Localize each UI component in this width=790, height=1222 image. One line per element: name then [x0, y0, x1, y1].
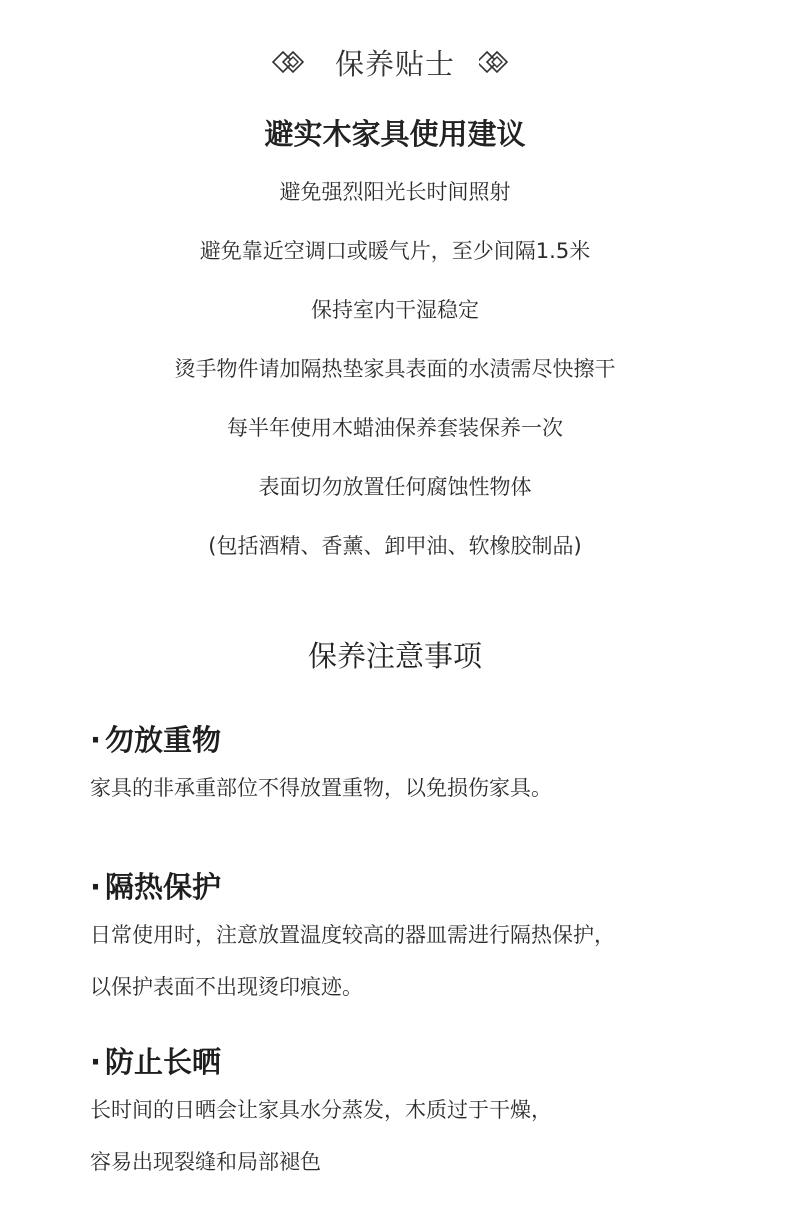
note-sun-protection — [90, 1040, 770, 1188]
note-heading-text: 勿放重物 — [105, 723, 222, 757]
note-heading-text: 隔热保护 — [105, 870, 222, 904]
header — [0, 38, 790, 86]
note-text: 家具的非承重部位不得放置重物，以免损伤家具。 — [90, 776, 552, 800]
tip-line: (包括酒精、香薰、卸甲油、软橡胶制品) — [208, 534, 582, 558]
tips-title: 避实木家具使用建议 — [264, 117, 526, 151]
note-text: 日常使用时，注意放置温度较高的器皿需进行隔热保护， — [90, 923, 615, 947]
tip-line: 烫手物件请加隔热垫家具表面的水渍需尽快擦干 — [174, 357, 616, 381]
note-heading — [90, 718, 770, 762]
header-title: 保养贴士 — [334, 46, 455, 81]
tip-line: 避免靠近空调口或暖气片，至少间隔1.5米 — [199, 239, 591, 263]
note-heading-text: 防止长晒 — [105, 1045, 222, 1079]
bullet-dot: · — [90, 870, 102, 904]
diamond-ornament-icon-left — [271, 50, 311, 74]
tip-line: 每半年使用木蜡油保养套装保养一次 — [227, 416, 563, 440]
note-text: 长时间的日晒会让家具水分蒸发，木质过于干燥， — [90, 1098, 552, 1122]
bullet-dot: · — [90, 1045, 102, 1079]
note-heat-protection — [90, 865, 770, 1013]
tip-line: 表面切勿放置任何腐蚀性物体 — [258, 475, 532, 499]
note-heading — [90, 865, 770, 909]
tip-line: 避免强烈阳光长时间照射 — [279, 180, 511, 204]
tips-list — [0, 170, 790, 583]
note-no-heavy-objects — [90, 718, 770, 814]
note-text: 以保护表面不出现烫印痕迹。 — [90, 975, 363, 999]
bullet-dot: · — [90, 723, 102, 757]
notes-title: 保养注意事项 — [307, 639, 482, 673]
tip-line: 保持室内干湿稳定 — [311, 298, 479, 322]
note-heading — [90, 1040, 770, 1084]
note-text: 容易出现裂缝和局部褪色 — [90, 1150, 321, 1174]
diamond-ornament-icon-right — [479, 50, 519, 74]
